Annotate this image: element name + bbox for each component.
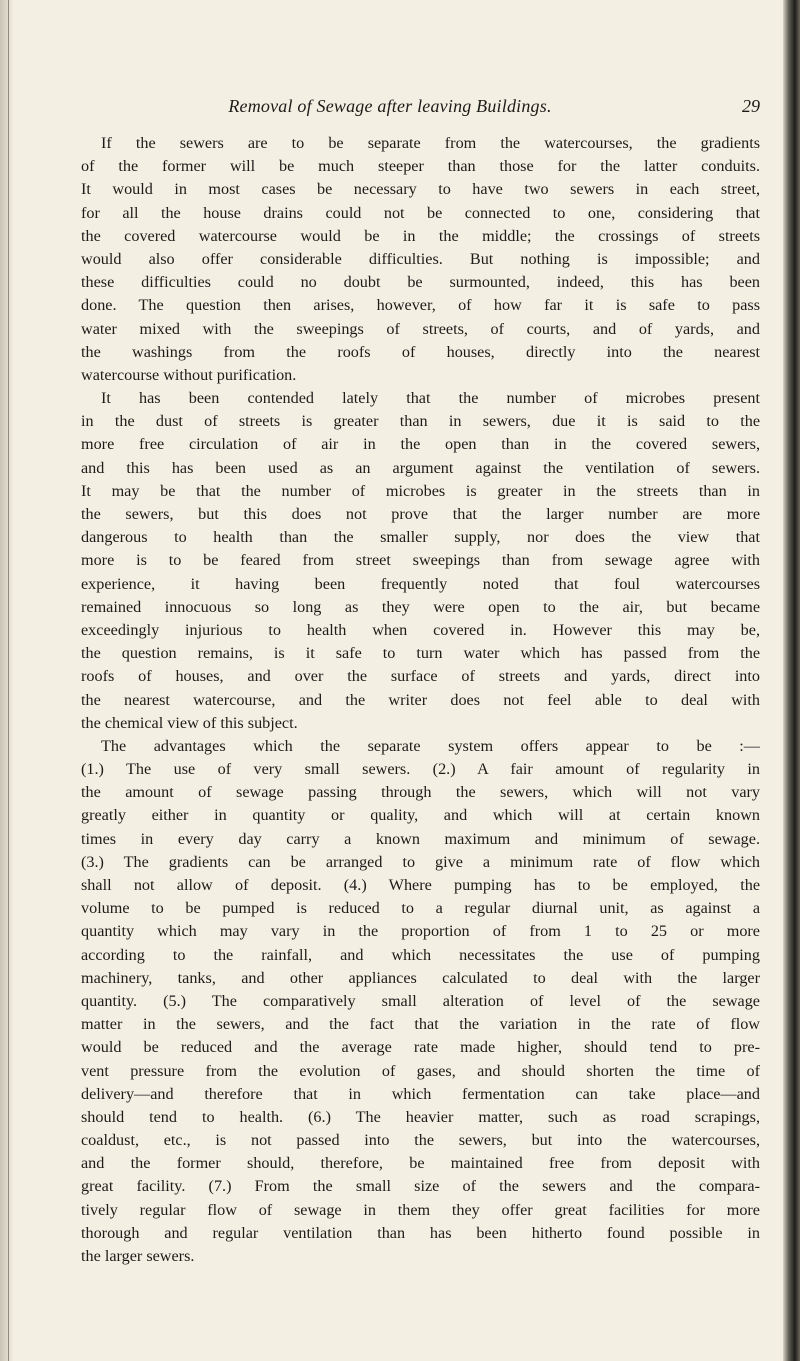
text-line: the chemical view of this subject.: [81, 713, 298, 732]
text-line: more free circulation of air in the open than in the covered sewers,: [81, 435, 760, 454]
text-line: tively regular flow of sewage in them they offer great facilities for more: [81, 1200, 760, 1219]
page-header: [80, 96, 760, 122]
text-line: according to the rainfall, and which necessitates the use of pumping: [81, 945, 760, 964]
text-line: these difficulties could no doubt be surmounted, indeed, this has been: [81, 273, 760, 292]
text-line: of the former will be much steeper than those for the latter conduits.: [81, 157, 760, 176]
text-line: would be reduced and the average rate made higher, should tend to pre-: [81, 1038, 760, 1057]
text-line: times in every day carry a known maximum and minimum of sewage.: [81, 829, 760, 848]
text-line: exceedingly injurious to health when covered in. However this may be,: [81, 620, 760, 639]
text-line: in the dust of streets is greater than in sewers, due it is said to the: [81, 412, 760, 431]
text-line: (1.) The use of very small sewers. (2.) A fair amount of regularity in: [81, 760, 760, 779]
text-line: remained innocuous so long as they were open to the air, but became: [81, 597, 760, 616]
text-line: experience, it having been frequently noted that foul watercourses: [81, 574, 760, 593]
text-line: thorough and regular ventilation than has been hitherto found possible in: [81, 1223, 760, 1242]
text-line: It may be that the number of microbes is greater in the streets than in: [81, 481, 760, 500]
text-line: more is to be feared from street sweepings than from sewage agree with: [81, 551, 760, 570]
text-line: done. The question then arises, however, of how far it is safe to pass: [81, 296, 760, 315]
text-line: quantity which may vary in the proportion of from 1 to 25 or more: [81, 922, 760, 941]
text-line: quantity. (5.) The comparatively small alteration of level of the sewage: [81, 991, 760, 1010]
text-line: watercourse without purification.: [81, 365, 297, 384]
text-line: would also offer considerable difficulties. But nothing is impossible; and: [81, 249, 760, 268]
text-line: the question remains, is it safe to turn water which has passed from the: [81, 644, 760, 663]
text-line: vent pressure from the evolution of gases, and should shorten the time of: [81, 1061, 760, 1080]
page-edge-shadow: [783, 0, 800, 1361]
text-line: the washings from the roofs of houses, directly into the nearest: [81, 342, 760, 361]
text-line: It would in most cases be necessary to have two sewers in each street,: [81, 180, 760, 199]
text-line: and the former should, therefore, be maintained free from deposit with: [81, 1154, 760, 1173]
text-line: machinery, tanks, and other appliances calculated to deal with the larger: [81, 968, 760, 987]
text-line: If the sewers are to be separate from the watercourses, the gradients: [101, 134, 760, 152]
text-line: matter in the sewers, and the fact that the variation in the rate of flow: [81, 1015, 760, 1034]
text-line: the amount of sewage passing through the sewers, which will not vary: [81, 783, 760, 802]
body-text: [81, 132, 760, 1268]
text-line: the larger sewers.: [81, 1247, 195, 1265]
text-line: shall not allow of deposit. (4.) Where pumping has to be employed, the: [81, 876, 760, 894]
page-gutter-shadow: [0, 0, 14, 1361]
text-line: the nearest watercourse, and the writer does not feel able to deal with: [81, 690, 760, 709]
text-line: for all the house drains could not be connected to one, considering that: [81, 203, 760, 222]
text-line: the covered watercourse would be in the middle; the crossings of streets: [81, 226, 760, 245]
text-line: great facility. (7.) From the small size of the sewers and the compara-: [81, 1177, 760, 1196]
text-line: the sewers, but this does not prove that the larger number are more: [81, 505, 760, 523]
text-line: roofs of houses, and over the surface of streets and yards, direct into: [81, 667, 760, 686]
text-line: should tend to health. (6.) The heavier matter, such as road scrapings,: [81, 1107, 760, 1126]
page-number: 29: [742, 96, 760, 116]
text-line: dangerous to health than the smaller supply, nor does the view that: [81, 528, 760, 547]
text-line: coaldust, etc., is not passed into the sewers, but into the watercourses,: [81, 1131, 760, 1150]
text-line: It has been contended lately that the number of microbes present: [101, 389, 760, 408]
text-line: greatly either in quantity or quality, and which will at certain known: [81, 806, 760, 825]
text-line: and this has been used as an argument against the ventilation of sewers.: [81, 458, 760, 477]
text-line: water mixed with the sweepings of streets, of courts, and of yards, and: [81, 319, 760, 338]
text-line: The advantages which the separate system offers appear to be :—: [101, 736, 760, 755]
text-line: volume to be pumped is reduced to a regular diurnal unit, as against a: [81, 899, 760, 918]
text-line: (3.) The gradients can be arranged to give a minimum rate of flow which: [81, 852, 760, 871]
text-line: delivery—and therefore that in which fermentation can take place—and: [81, 1084, 760, 1103]
running-title: Removal of Sewage after leaving Buildings.: [228, 96, 552, 116]
